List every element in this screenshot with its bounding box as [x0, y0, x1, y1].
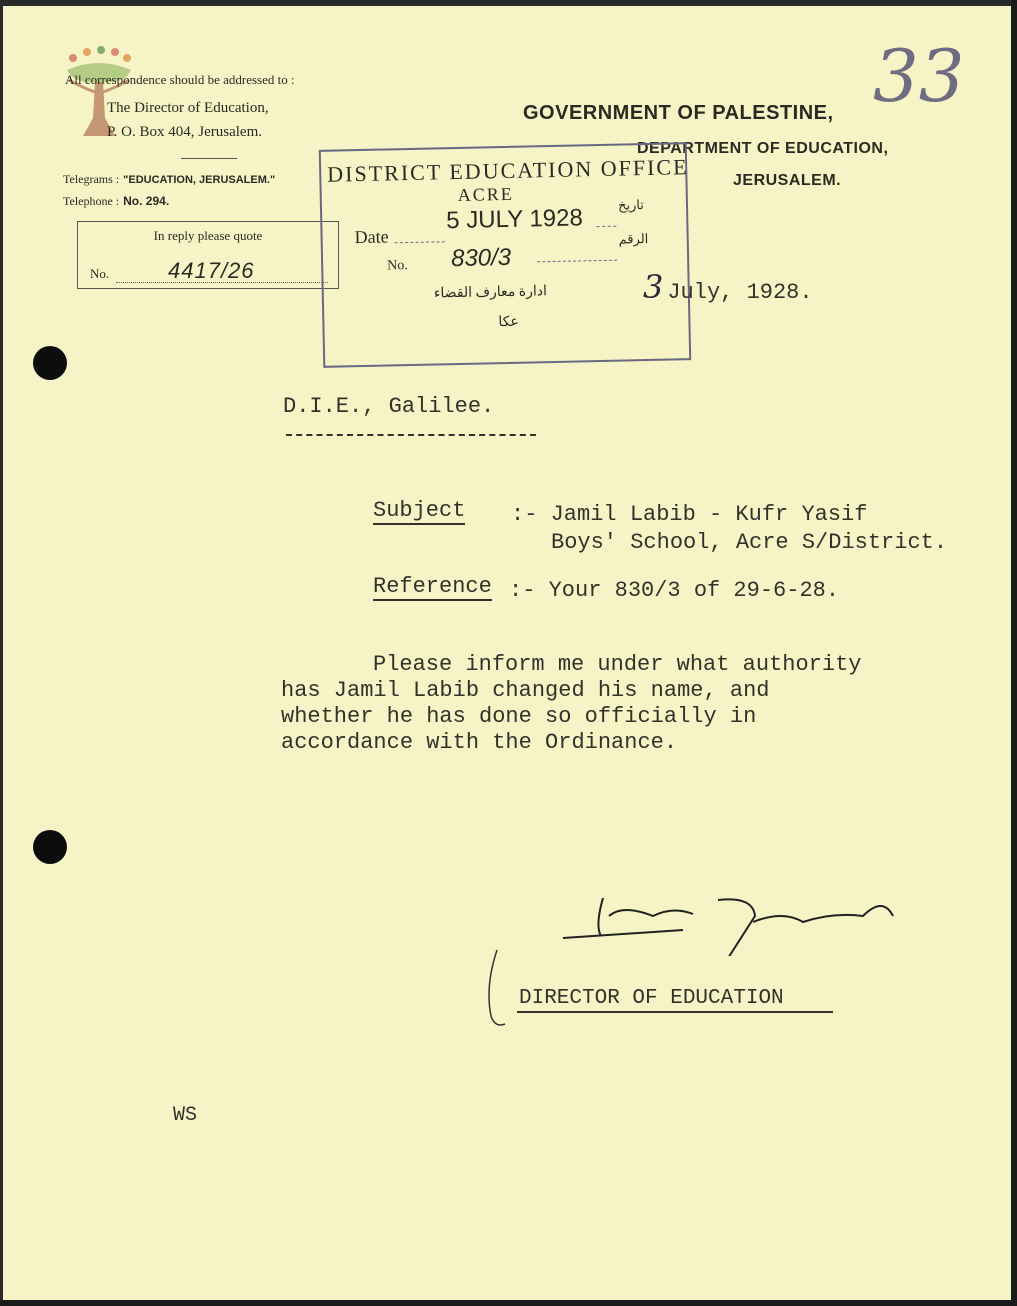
- telephone-value: No. 294.: [123, 194, 170, 208]
- reply-reference-box: [77, 221, 339, 289]
- stamp-no-line: [537, 260, 617, 263]
- typist-initials: WS: [173, 1104, 198, 1127]
- stamp-date-value: 5 JULY 1928: [445, 204, 584, 235]
- header-divider: [181, 158, 237, 159]
- stamp-date-line-right: [596, 226, 616, 227]
- date-day-handwritten: 3: [643, 268, 664, 306]
- stamp-no-value: 830/3: [450, 243, 512, 273]
- received-stamp: [319, 142, 691, 368]
- stamp-place: ACRE: [457, 183, 514, 205]
- telephone-line: [63, 192, 169, 210]
- telegrams-value: "EDUCATION, JERUSALEM.": [123, 174, 276, 186]
- signature-title: DIRECTOR OF EDUCATION: [519, 987, 784, 1010]
- department-heading: DEPARTMENT OF EDUCATION,: [637, 140, 889, 157]
- telephone-label: Telephone :: [63, 194, 120, 208]
- stamp-arabic-no: الرقم: [618, 230, 649, 247]
- reply-box-label: In reply please quote: [153, 228, 263, 243]
- body-line-1: Please inform me under what authority: [373, 652, 862, 677]
- address-line-1: The Director of Education,: [107, 100, 269, 116]
- telegrams-label: Telegrams :: [63, 172, 120, 186]
- reference-value: :- Your 830/3 of 29-6-28.: [509, 578, 840, 603]
- reply-no-label: No.: [90, 266, 110, 281]
- stamp-date-label: Date: [354, 226, 389, 248]
- address-line-2: P. O. Box 404, Jerusalem.: [107, 124, 262, 140]
- reference-label: Reference: [373, 574, 492, 599]
- subject-line-1: :- Jamil Labib - Kufr Yasif: [511, 502, 868, 527]
- reply-dotted-line: [116, 282, 328, 283]
- telegrams-line: [63, 170, 275, 188]
- correspondence-note: All correspondence should be addressed to :: [65, 72, 295, 87]
- punch-hole-bottom: [33, 830, 67, 864]
- subject-label: Subject: [373, 498, 466, 523]
- subject-line-2: Boys' School, Acre S/District.: [551, 530, 948, 555]
- stamp-no-label: No.: [387, 258, 408, 274]
- body-line-4: accordance with the Ordinance.: [281, 730, 678, 755]
- signature-underline: [517, 1011, 833, 1013]
- stamp-date-line-left: [395, 241, 445, 243]
- signature-bracket-mark: [483, 946, 513, 1032]
- handwritten-page-number: 33: [873, 34, 965, 118]
- body-line-2: has Jamil Labib changed his name, and: [281, 678, 770, 703]
- reply-no-value: 4417/26: [168, 258, 255, 283]
- letter-date: [643, 268, 813, 306]
- punch-hole-top: [33, 346, 67, 380]
- addressee: D.I.E., Galilee.: [283, 394, 495, 419]
- body-line-3: whether he has done so officially in: [281, 704, 757, 729]
- stamp-arabic-mark: عكا: [498, 314, 519, 331]
- city-heading: JERUSALEM.: [733, 172, 842, 189]
- stamp-arabic-date: تاريخ: [617, 197, 645, 213]
- government-heading: GOVERNMENT OF PALESTINE,: [523, 102, 834, 124]
- date-rest: July, 1928.: [667, 280, 813, 305]
- addressee-underline: [286, 434, 536, 436]
- stamp-arabic-office: ادارة معارف القضاء: [433, 284, 548, 302]
- stamp-title: DISTRICT EDUCATION OFFICE: [327, 154, 689, 187]
